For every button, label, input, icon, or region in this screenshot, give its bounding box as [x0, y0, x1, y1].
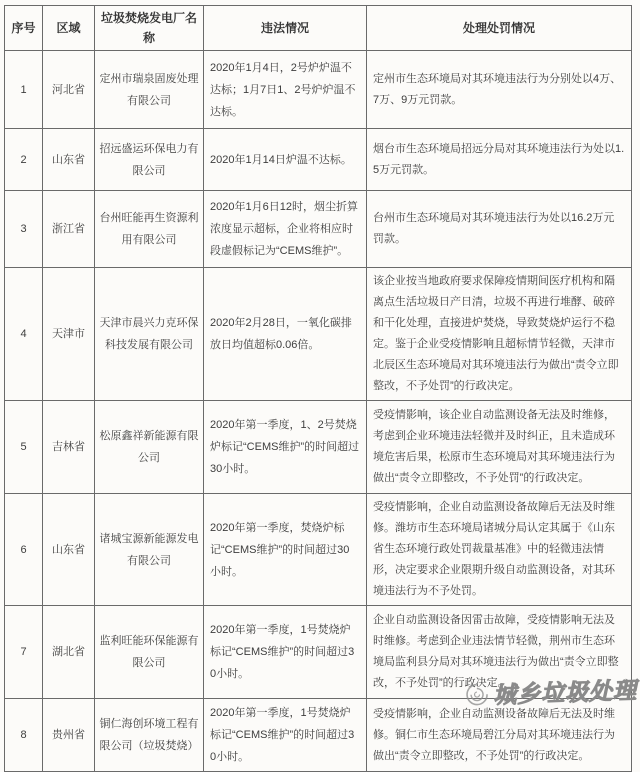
cell-violation: 2020年1月4日，2号炉炉温不达标；1月7日1、2号炉炉温不达标。: [204, 51, 367, 129]
watermark-text: 城乡垃圾处理: [492, 676, 638, 708]
cell-penalty: 该企业按当地政府要求保障疫情期间医疗机构和隔离点生活垃圾日产日清，垃圾不再进行堆酵、破碎和干化处理，直接进炉焚烧，导致焚烧炉运行不稳定。鉴于企业受疫情影响且超标情节轻微，天津市北辰区生态环境局对其环境违法行为做出“责令立即整改，不予处罚”的行政决定。: [367, 268, 632, 401]
violation-table: [4, 5, 632, 772]
table-row: [5, 268, 632, 401]
cell-violation: 2020年第一季度，1、2号焚烧炉标记“CEMS维护”的时间超过30小时。: [204, 401, 367, 494]
cell-region: 浙江省: [43, 191, 95, 268]
cell-index: 2: [5, 129, 43, 191]
cell-plant-name: 松原鑫祥新能源有限公司: [95, 401, 204, 494]
cell-penalty: 定州市生态环境局对其环境违法行为分别处以4万、7万、9万元罚款。: [367, 51, 632, 129]
cell-index: 8: [5, 699, 43, 772]
cell-index: 3: [5, 191, 43, 268]
cell-region: 湖北省: [43, 606, 95, 699]
cell-region: 吉林省: [43, 401, 95, 494]
cell-region: 山东省: [43, 129, 95, 191]
cell-plant-name: 台州旺能再生资源利用有限公司: [95, 191, 204, 268]
table-header-row: [5, 6, 632, 51]
cell-violation: 2020年1月6日12时，烟尘折算浓度显示超标，企业将相应时段虚假标记为“CEMS维护”。: [204, 191, 367, 268]
cell-plant-name: 定州市瑞泉固废处理有限公司: [95, 51, 204, 129]
cell-penalty: 受疫情影响，企业自动监测设备故障后无法及时维修。铜仁市生态环境局碧江分局对其环境违法行为做出“责令立即整改，不予处罚”的行政决定。: [367, 699, 632, 772]
cell-violation: 2020年2月28日，一氧化碳排放日均值超标0.06倍。: [204, 268, 367, 401]
cell-region: 贵州省: [43, 699, 95, 772]
cell-region: 河北省: [43, 51, 95, 129]
header-region: 区域: [43, 6, 95, 51]
cell-violation: 2020年第一季度，焚烧炉标记“CEMS维护”的时间超过30小时。: [204, 494, 367, 606]
header-plant-name: 垃圾焚烧发电厂名称: [95, 6, 204, 51]
cell-index: 1: [5, 51, 43, 129]
cell-penalty: 台州市生态环境局对其环境违法行为处以16.2万元罚款。: [367, 191, 632, 268]
cell-index: 6: [5, 494, 43, 606]
cell-penalty: 受疫情影响，该企业自动监测设备无法及时维修，考虑到企业环境违法轻微并及时纠正，且未造成环境危害后果，松原市生态环境局对其环境违法行为做出“责令立即整改，不予处罚”的行政决定。: [367, 401, 632, 494]
table-row: [5, 699, 632, 772]
cell-index: 7: [5, 606, 43, 699]
cell-region: 天津市: [43, 268, 95, 401]
cell-index: 4: [5, 268, 43, 401]
table-row: [5, 401, 632, 494]
cell-plant-name: 招远盛运环保电力有限公司: [95, 129, 204, 191]
cell-plant-name: 监利旺能环保能源有限公司: [95, 606, 204, 699]
cell-violation: 2020年1月14日炉温不达标。: [204, 129, 367, 191]
cell-plant-name: 诸城宝源新能源发电有限公司: [95, 494, 204, 606]
cell-violation: 2020年第一季度，1号焚烧炉标记“CEMS维护”的时间超过30小时。: [204, 699, 367, 772]
header-index: 序号: [5, 6, 43, 51]
header-penalty: 处理处罚情况: [367, 6, 632, 51]
table-row: [5, 129, 632, 191]
table-row: [5, 494, 632, 606]
header-violation: 违法情况: [204, 6, 367, 51]
cell-penalty: 企业自动监测设备因雷击故障，受疫情影响无法及时维修。考虑到企业违法情节轻微，荆州市生态环境局监利县分局对其环境违法行为做出“责令立即整改，不予处罚”的行政决定。: [367, 606, 632, 699]
cell-index: 5: [5, 401, 43, 494]
table-row: [5, 606, 632, 699]
cell-plant-name: 铜仁海创环境工程有限公司（垃圾焚烧）: [95, 699, 204, 772]
cell-penalty: 受疫情影响，企业自动监测设备故障后无法及时维修。潍坊市生态环境局诸城分局认定其属于《山东省生态环境行政处罚裁量基准》中的轻微违法情形，决定要求企业限期升级自动监测设备，对其环境违法行为不予处罚。: [367, 494, 632, 606]
table-row: [5, 51, 632, 129]
cell-penalty: 烟台市生态环境局招远分局对其环境违法行为处以1.5万元罚款。: [367, 129, 632, 191]
cell-violation: 2020年第一季度，1号焚烧炉标记“CEMS维护”的时间超过30小时。: [204, 606, 367, 699]
table-row: [5, 191, 632, 268]
cell-plant-name: 天津市晨兴力克环保科技发展有限公司: [95, 268, 204, 401]
cell-region: 山东省: [43, 494, 95, 606]
